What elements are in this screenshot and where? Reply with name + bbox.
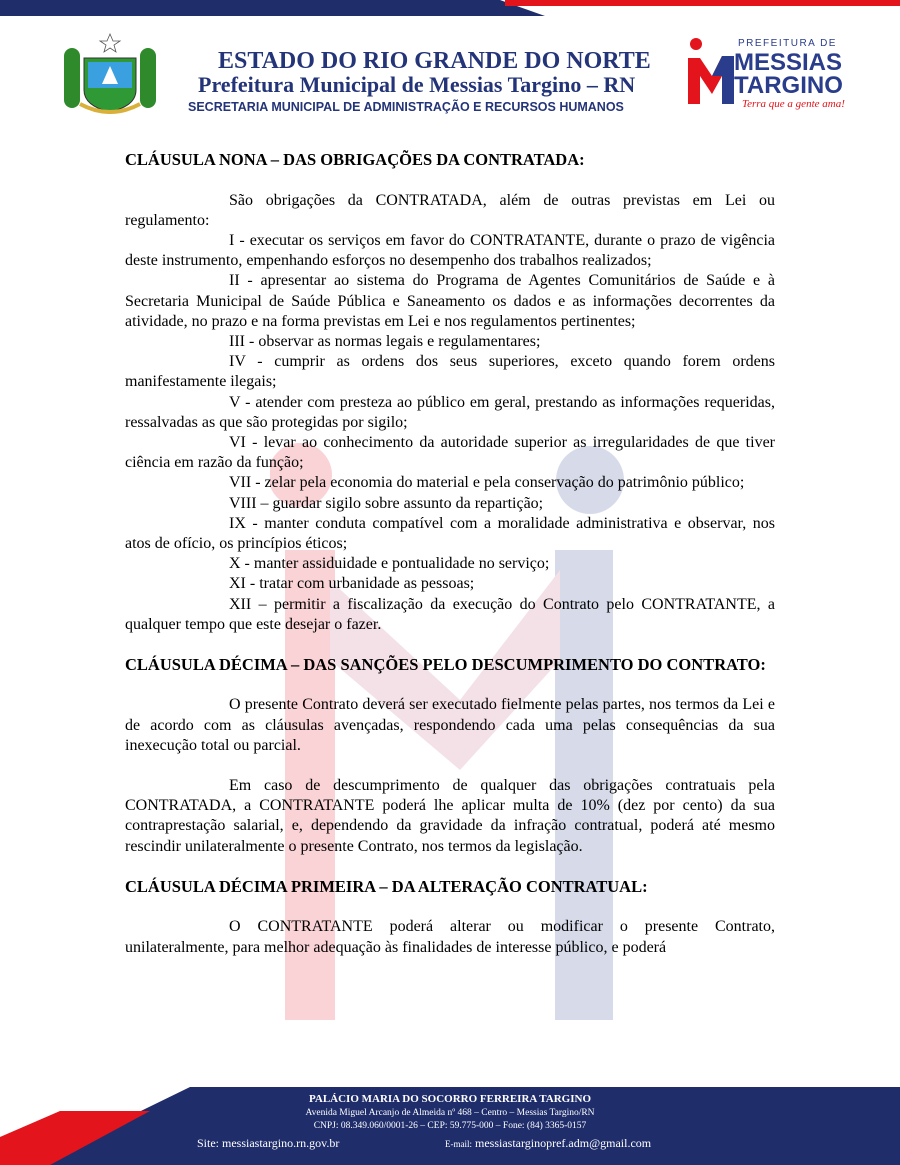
state-title: ESTADO DO RIO GRANDE DO NORTE (218, 48, 651, 74)
list-item: VI - levar ao conhecimento da autoridade superior as irregularidades de que tiver ciência em razão da função; (125, 433, 775, 472)
footer-building: PALÁCIO MARIA DO SOCORRO FERREIRA TARGINO (308, 1093, 592, 1105)
footer-email (445, 1136, 651, 1151)
list-item: I - executar os serviços em favor do CONTRATANTE, durante o prazo de vigência deste instrumento, empenhando esforços no desempenho dos trabalhos realizados; (125, 231, 775, 270)
top-red-band (505, 0, 900, 6)
document-body (125, 150, 775, 958)
footer-site: Site: messiastargino.rn.gov.br (197, 1136, 340, 1150)
logo-prefix: PREFEITURA DE (738, 38, 837, 49)
list-item: V - atender com presteza ao público em geral, prestando as informações requeridas, ressalvadas as que são protegidas por sigilo; (125, 393, 775, 431)
email-label: E-mail: (445, 1139, 472, 1149)
list-item: III - observar as normas legais e regulamentares; (229, 332, 541, 350)
list-item: XII – permitir a fiscalização da execução do Contrato pelo CONTRATANTE, a qualquer tempo que este desejar o fazer. (125, 595, 775, 633)
list-item: VII - zelar pela economia do material e pela conservação do patrimônio público; (229, 474, 745, 492)
logo-line1: MESSIAS (734, 49, 843, 76)
paragraph: Em caso de descumprimento de qualquer das obrigações contratuais pela CONTRATADA, a CONTRATANTE poderá lhe aplicar multa de 10% (dez por cento) da sua contraprestação salarial, e, dependendo da gravidade da infração contratual, poderá até mesmo rescindir unilateralmente o presente Contrato, nos termos da legislação. (125, 777, 775, 855)
clause-heading: CLÁUSULA DÉCIMA – DAS SANÇÕES PELO DESCUMPRIMENTO DO CONTRATO: (125, 654, 766, 674)
municipality-title: Prefeitura Municipal de Messias Targino – RN (198, 72, 636, 97)
list-item: X - manter assiduidade e pontualidade no serviço; (229, 555, 550, 573)
logo-slogan: Terra que a gente ama! (742, 98, 845, 110)
list-item: VIII – guardar sigilo sobre assunto da repartição; (229, 494, 544, 512)
top-navy-band (0, 0, 545, 16)
paragraph: São obrigações da CONTRATADA, além de outras previstas em Lei ou regulamento: (125, 191, 775, 229)
email-address: messiastarginopref.adm@gmail.com (475, 1136, 652, 1150)
list-item: XI - tratar com urbanidade as pessoas; (229, 575, 475, 593)
footer-address: Avenida Miguel Arcanjo de Almeida nº 468 – Centro – Messias Targino/RN (305, 1108, 595, 1118)
footer-ids: CNPJ: 08.349.060/0001-26 – CEP: 59.775-000 – Fone: (84) 3365-0157 (313, 1121, 587, 1131)
list-item: IX - manter conduta compatível com a moralidade administrativa e observar, nos atos de ofício, os princípios éticos; (125, 514, 775, 552)
logo-line2: TARGINO (734, 72, 843, 99)
letterhead (0, 28, 900, 123)
page-footer (0, 1087, 900, 1165)
m-logo-icon (682, 36, 738, 108)
clause-heading: CLÁUSULA NONA – DAS OBRIGAÇÕES DA CONTRATADA: (125, 150, 585, 169)
clause-heading: CLÁUSULA DÉCIMA PRIMEIRA – DA ALTERAÇÃO CONTRATUAL: (125, 876, 648, 896)
paragraph: O CONTRATANTE poderá alterar ou modificar o presente Contrato, unilateralmente, para melhor adequação às finalidades de interesse público, e poderá (125, 918, 775, 956)
department-title: SECRETARIA MUNICIPAL DE ADMINISTRAÇÃO E RECURSOS HUMANOS (188, 100, 624, 114)
prefeitura-logo (682, 34, 872, 114)
list-item: II - apresentar ao sistema do Programa de Agentes Comunitários de Saúde e à Secretaria Municipal de Saúde Pública e Saneamento os dados e as informações decorrentes da atividade, no prazo e na forma previstas em Lei e nos regulamentos pertinentes; (125, 272, 775, 330)
list-item: IV - cumprir as ordens dos seus superiores, exceto quando forem ordens manifestamente ilegais; (125, 353, 775, 391)
state-coat-of-arms-icon (60, 32, 160, 114)
paragraph: O presente Contrato deverá ser executado fielmente pelas partes, nos termos da Lei e de acordo com as cláusulas avençadas, respondendo cada uma pelas consequências da sua inexecução total ou parcial. (125, 696, 775, 754)
